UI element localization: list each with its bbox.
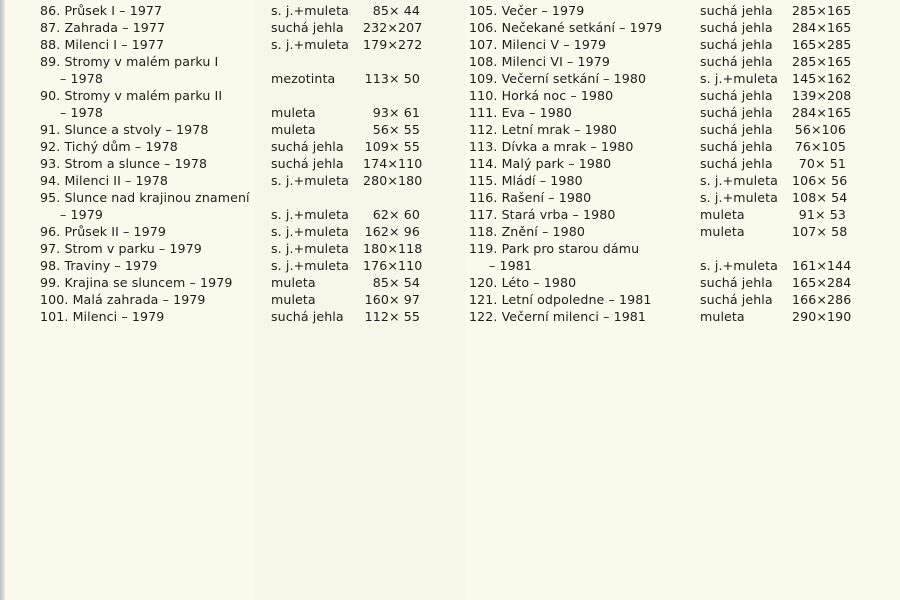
entry-year: – 1978	[60, 71, 103, 86]
entry-number: 120.	[469, 275, 498, 290]
entry-medium: mezotinta	[271, 71, 336, 86]
catalog-entry	[469, 308, 852, 325]
entry-title	[469, 189, 700, 206]
entry-number: 119.	[469, 241, 498, 256]
entry-medium: suchá jehla	[700, 292, 773, 307]
entry-title	[40, 189, 271, 206]
entry-number: 105.	[469, 3, 498, 18]
entry-title	[40, 172, 271, 189]
entry-number: 111.	[469, 105, 498, 120]
entry-title	[469, 274, 700, 291]
entry-medium: muleta	[271, 122, 316, 137]
entry-medium: muleta	[271, 275, 316, 290]
entry-number: 108.	[469, 54, 498, 69]
entry-year: – 1979	[60, 207, 103, 222]
entry-number: 86.	[40, 3, 61, 18]
entry-medium: suchá jehla	[700, 156, 773, 171]
entry-title-text: Milenci V – 1979	[501, 37, 607, 52]
entry-title-text: Eva – 1980	[501, 105, 573, 120]
entry-title-text: Průsek I – 1977	[64, 3, 163, 18]
entry-title	[40, 36, 271, 53]
entry-title-text: Horká noc – 1980	[501, 88, 614, 103]
catalog-entry	[469, 206, 846, 223]
catalog-entry	[469, 189, 846, 206]
entry-title	[40, 19, 271, 36]
entry-title	[40, 138, 271, 155]
entry-title-text: Večer – 1979	[501, 3, 585, 18]
entry-number: 122.	[469, 309, 498, 324]
entry-title-text: Milenci VI – 1979	[501, 54, 610, 69]
entry-medium: s. j.+muleta	[700, 258, 778, 273]
entry-title	[40, 257, 271, 274]
entry-medium: muleta	[271, 292, 316, 307]
entry-title-text: Večerní setkání – 1980	[501, 71, 647, 86]
entry-dimensions: 232×207	[363, 20, 423, 35]
entry-year: – 1978	[60, 105, 103, 120]
entry-medium: suchá jehla	[271, 20, 344, 35]
entry-title-text: Léto – 1980	[501, 275, 577, 290]
entry-number: 113.	[469, 139, 498, 154]
entry-dimensions: 161×144	[792, 258, 852, 273]
entry-dimensions: 160× 97	[364, 292, 420, 307]
entry-medium: muleta	[700, 309, 745, 324]
catalog-entry	[40, 121, 420, 138]
entry-title-text: Stromy v malém parku I	[64, 54, 219, 69]
entry-title	[40, 308, 271, 325]
catalog-entry	[469, 121, 846, 138]
catalog-entry	[469, 172, 846, 189]
entry-number: 94.	[40, 173, 61, 188]
entry-dimensions: 113× 50	[364, 71, 420, 86]
entry-dimensions: 165×284	[792, 275, 852, 290]
entry-number: 110.	[469, 88, 498, 103]
entry-medium: suchá jehla	[700, 122, 773, 137]
catalog-entry-continuation	[40, 70, 420, 87]
entry-number: 116.	[469, 190, 498, 205]
catalog-entry	[40, 53, 420, 70]
entry-title-text: Krajina se sluncem – 1979	[64, 275, 233, 290]
entry-title	[40, 291, 271, 308]
entry-number: 87.	[40, 20, 61, 35]
catalog-entry-continuation	[469, 257, 852, 274]
catalog-column-right	[469, 2, 852, 325]
entry-title	[469, 2, 700, 19]
entry-title-text: Strom v parku – 1979	[64, 241, 202, 256]
catalog-entry	[469, 19, 852, 36]
entry-number: 115.	[469, 173, 498, 188]
entry-number: 89.	[40, 54, 61, 69]
entry-title	[469, 36, 700, 53]
catalog-entry	[40, 308, 420, 325]
entry-dimensions: 108× 54	[792, 190, 848, 205]
catalog-entry	[469, 223, 846, 240]
entry-medium: suchá jehla	[271, 309, 344, 324]
entry-dimensions: 284×165	[792, 105, 852, 120]
entry-number: 106.	[469, 20, 498, 35]
entry-medium: s. j.+muleta	[271, 241, 349, 256]
entry-title	[469, 70, 700, 87]
catalog-entry	[40, 87, 420, 104]
entry-medium: suchá jehla	[700, 105, 773, 120]
catalog-entry	[40, 172, 423, 189]
entry-title-text: Milenci I – 1977	[64, 37, 165, 52]
entry-title-text: Stromy v malém parku II	[64, 88, 223, 103]
entry-title	[469, 172, 700, 189]
entry-title-text: Zahrada – 1977	[64, 20, 166, 35]
entry-number: 109.	[469, 71, 498, 86]
catalog-column-left	[40, 2, 423, 325]
entry-dimensions: 180×118	[363, 241, 423, 256]
entry-title-text: Letní mrak – 1980	[501, 122, 618, 137]
entry-title-text: Slunce a stvoly – 1978	[64, 122, 209, 137]
entry-medium: s. j.+muleta	[271, 3, 349, 18]
entry-dimensions: 285×165	[792, 3, 852, 18]
catalog-entry	[40, 19, 423, 36]
catalog-entry	[40, 36, 423, 53]
entry-title-text: Znění – 1980	[501, 224, 585, 239]
entry-title-text: Slunce nad krajinou znamení	[64, 190, 250, 205]
entry-number: 91.	[40, 122, 61, 137]
entry-dimensions: 56×106	[794, 122, 846, 137]
entry-year: – 1981	[489, 258, 532, 273]
entry-title-text: Večerní milenci – 1981	[501, 309, 647, 324]
entry-medium: s. j.+muleta	[700, 71, 778, 86]
entry-number: 99.	[40, 275, 61, 290]
entry-dimensions: 56× 55	[372, 122, 420, 137]
entry-number: 93.	[40, 156, 61, 171]
catalog-entry	[469, 70, 852, 87]
entry-title	[40, 87, 271, 104]
entry-title	[469, 104, 700, 121]
entry-number: 118.	[469, 224, 498, 239]
entry-dimensions: 76×105	[794, 139, 846, 154]
entry-dimensions: 179×272	[363, 37, 423, 52]
entry-medium: suchá jehla	[700, 54, 773, 69]
entry-dimensions: 106× 56	[792, 173, 848, 188]
entry-medium: s. j.+muleta	[271, 173, 349, 188]
entry-dimensions: 107× 58	[792, 224, 848, 239]
entry-medium: muleta	[700, 207, 745, 222]
entry-number: 90.	[40, 88, 61, 103]
catalog-entry	[469, 87, 852, 104]
entry-title	[40, 223, 271, 240]
entry-title	[469, 206, 700, 223]
entry-medium: suchá jehla	[700, 88, 773, 103]
catalog-entry	[40, 189, 420, 206]
catalog-entry-continuation	[40, 206, 420, 223]
catalog-entry	[469, 53, 852, 70]
entry-title	[40, 121, 271, 138]
entry-dimensions: 139×208	[792, 88, 852, 103]
catalog-entry	[469, 36, 852, 53]
catalog-entry	[40, 240, 423, 257]
entry-dimensions: 165×285	[792, 37, 852, 52]
entry-dimensions: 284×165	[792, 20, 852, 35]
entry-dimensions: 162× 96	[364, 224, 420, 239]
entry-dimensions: 166×286	[792, 292, 852, 307]
entry-title	[469, 53, 700, 70]
entry-number: 114.	[469, 156, 498, 171]
entry-dimensions: 290×190	[792, 309, 852, 324]
entry-medium: s. j.+muleta	[700, 190, 778, 205]
entry-dimensions: 112× 55	[364, 309, 420, 324]
catalog-entry	[40, 291, 420, 308]
entry-medium: suchá jehla	[700, 20, 773, 35]
entry-title-text: Mládí – 1980	[501, 173, 583, 188]
catalog-entry	[469, 138, 846, 155]
entry-medium: suchá jehla	[700, 275, 773, 290]
entry-dimensions: 280×180	[363, 173, 423, 188]
entry-medium: suchá jehla	[271, 156, 344, 171]
entry-number: 100.	[40, 292, 69, 307]
entry-medium: suchá jehla	[700, 37, 773, 52]
entry-number: 92.	[40, 139, 61, 154]
entry-medium: s. j.+muleta	[271, 207, 349, 222]
entry-number: 112.	[469, 122, 498, 137]
entry-number: 96.	[40, 224, 61, 239]
entry-title	[469, 223, 700, 240]
entry-title	[469, 19, 700, 36]
catalog-entry	[469, 2, 852, 19]
catalog-entry	[469, 274, 852, 291]
entry-title-text: Tichý dům – 1978	[64, 139, 178, 154]
entry-medium: suchá jehla	[700, 139, 773, 154]
entry-dimensions: 174×110	[363, 156, 423, 171]
entry-dimensions: 85× 54	[372, 275, 420, 290]
entry-number: 97.	[40, 241, 61, 256]
entry-medium: s. j.+muleta	[271, 37, 349, 52]
entry-title-text: Park pro starou dámu	[501, 241, 640, 256]
entry-title-text: Rašení – 1980	[501, 190, 592, 205]
catalog-entry	[40, 138, 420, 155]
page-edge	[0, 0, 5, 600]
catalog-entry	[40, 2, 420, 19]
entry-medium: suchá jehla	[271, 139, 344, 154]
entry-title-text: Malá zahrada – 1979	[72, 292, 206, 307]
entry-title-text: Traviny – 1979	[64, 258, 158, 273]
entry-dimensions: 145×162	[792, 71, 852, 86]
entry-dimensions: 70× 51	[798, 156, 846, 171]
entry-title-text: Letní odpoledne – 1981	[501, 292, 652, 307]
entry-dimensions: 109× 55	[364, 139, 420, 154]
entry-title-text: Průsek II – 1979	[64, 224, 166, 239]
entry-dimensions: 285×165	[792, 54, 852, 69]
entry-title	[469, 87, 700, 104]
entry-title	[469, 308, 700, 325]
entry-number: 121.	[469, 292, 498, 307]
entry-title	[40, 53, 271, 70]
entry-medium: muleta	[700, 224, 745, 239]
catalog-entry	[40, 257, 423, 274]
catalog-entry	[469, 104, 852, 121]
entry-medium: muleta	[271, 105, 316, 120]
entry-title	[469, 155, 700, 172]
entry-title-text: Stará vrba – 1980	[501, 207, 616, 222]
entry-title-text: Nečekané setkání – 1979	[501, 20, 663, 35]
entry-dimensions: 62× 60	[372, 207, 420, 222]
catalog-entry	[469, 240, 846, 257]
entry-title	[469, 138, 700, 155]
entry-number: 98.	[40, 258, 61, 273]
entry-title	[469, 240, 700, 257]
entry-title	[40, 274, 271, 291]
catalog-entry	[40, 274, 420, 291]
entry-title	[40, 240, 271, 257]
entry-dimensions: 85× 44	[372, 3, 420, 18]
entry-number: 95.	[40, 190, 61, 205]
entry-title	[40, 2, 271, 19]
catalog-entry	[40, 223, 420, 240]
entry-medium: suchá jehla	[700, 3, 773, 18]
entry-dimensions: 91× 53	[798, 207, 846, 222]
entry-dimensions: 93× 61	[372, 105, 420, 120]
entry-medium: s. j.+muleta	[271, 258, 349, 273]
entry-medium: s. j.+muleta	[271, 224, 349, 239]
entry-number: 107.	[469, 37, 498, 52]
entry-title-text: Milenci II – 1978	[64, 173, 168, 188]
entry-title-text: Milenci – 1979	[72, 309, 165, 324]
catalog-entry	[469, 291, 852, 308]
entry-number: 88.	[40, 37, 61, 52]
catalog-entry	[40, 155, 423, 172]
entry-title-text: Strom a slunce – 1978	[64, 156, 208, 171]
entry-title	[469, 291, 700, 308]
entry-title-text: Dívka a mrak – 1980	[501, 139, 634, 154]
catalog-entry	[469, 155, 846, 172]
entry-number: 101.	[40, 309, 69, 324]
entry-medium: s. j.+muleta	[700, 173, 778, 188]
catalog-entry-continuation	[40, 104, 420, 121]
entry-number: 117.	[469, 207, 498, 222]
entry-title	[40, 155, 271, 172]
entry-title-text: Malý park – 1980	[501, 156, 612, 171]
entry-dimensions: 176×110	[363, 258, 423, 273]
entry-title	[469, 121, 700, 138]
